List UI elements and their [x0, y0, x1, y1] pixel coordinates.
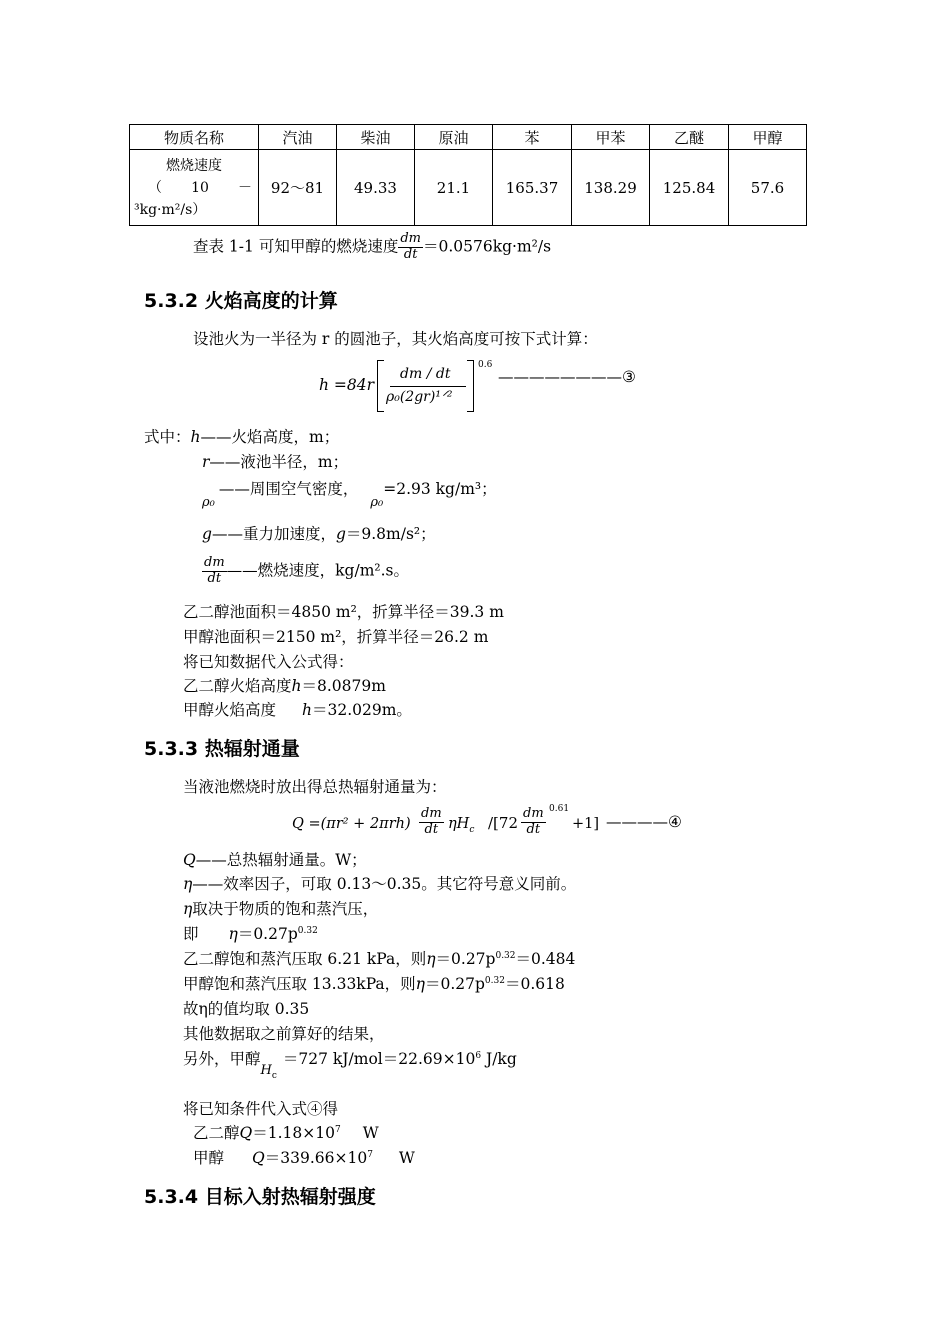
- formula4-frac-2: [521, 807, 546, 838]
- formula3-den: ρ₀(2gr)¹ᐟ²: [386, 389, 453, 405]
- sat1-result: ＝0.484: [515, 950, 576, 968]
- symbol-eta: η: [183, 900, 193, 918]
- table-cell: 138.29: [572, 150, 650, 226]
- formula4-d: +1]: [572, 816, 600, 832]
- sec532-line4: [183, 677, 386, 696]
- sat1-exp: 0.32: [495, 950, 516, 961]
- table-header-cell: 苯: [493, 125, 572, 150]
- eta-final-line: 故η的值均取 0.35: [183, 1000, 310, 1018]
- formula4-a: Q =(πr² + 2πrh): [292, 816, 411, 832]
- substitute-line: 将已知条件代入式④得: [183, 1100, 339, 1118]
- row-label-ten: 10: [191, 179, 209, 196]
- formula4-frac: [419, 807, 444, 838]
- formula4-c: /[72: [488, 814, 518, 832]
- def-h: ——火焰高度，m；: [200, 428, 340, 446]
- hc-value: ＝727 kJ/mol＝22.69×10: [282, 1050, 476, 1068]
- sec532-intro: 设池火为一半径为 r 的圆池子，其火焰高度可按下式计算：: [193, 330, 598, 348]
- table-cell: 125.84: [650, 150, 729, 226]
- symbol-eta: η: [426, 950, 436, 968]
- hc-unit: J/kg: [481, 1050, 517, 1068]
- frac-den: dt: [207, 570, 222, 586]
- symbol-g: g: [202, 525, 212, 543]
- formula4-b: [448, 816, 474, 836]
- line4-value: ＝8.0879m: [301, 677, 386, 695]
- frac-den: dt: [403, 246, 418, 262]
- q1-exp: 7: [334, 1124, 341, 1135]
- def-rho-value: =2.93 kg/m³；: [383, 480, 497, 498]
- hc-prefix: 另外，甲醇: [183, 1050, 261, 1068]
- q1-value: ＝1.18×10: [252, 1124, 335, 1142]
- section-heading-533: 5.3.3 热辐射通量: [144, 738, 300, 760]
- def-eta: ——效率因子，可取 0.13～0.35。其它符号意义同前。: [192, 875, 577, 893]
- line4-label: 乙二醇火焰高度: [183, 677, 292, 695]
- formula4-sub-c: c: [469, 824, 475, 835]
- symbol-q: Q: [239, 1124, 253, 1142]
- section-heading-534: 5.3.4 目标入射热辐射强度: [144, 1186, 376, 1208]
- formula3-lhs: h =84r: [319, 376, 375, 394]
- def-eta-line: [183, 875, 576, 894]
- def-q: ——总热辐射通量。W；: [195, 851, 367, 869]
- row-label-line3: ³kg·m²/s）: [134, 201, 207, 218]
- row-label-line1: 燃烧速度: [166, 157, 222, 174]
- symbol-h: h: [291, 677, 302, 695]
- table-cell: 49.33: [337, 150, 415, 226]
- formula4-fraction-2: [521, 807, 546, 838]
- frac-den: dt: [424, 821, 439, 837]
- row-label-paren: （: [148, 179, 162, 196]
- lookup-line: [193, 232, 551, 263]
- line5-label: 甲醇火焰高度: [183, 701, 277, 719]
- sat1-text: 乙二醇饱和蒸汽压取 6.21 kPa，则: [183, 950, 427, 968]
- frac-num: dm: [523, 806, 544, 821]
- sec532-line5: [183, 701, 412, 720]
- burning-rate-table: [129, 124, 807, 226]
- table-cell: 165.37: [493, 150, 572, 226]
- formula4-tail: ————④: [606, 813, 682, 831]
- symbol-eta: η: [228, 925, 238, 943]
- symbol-q: Q: [252, 1149, 265, 1167]
- table-header-cell: 物质名称: [130, 125, 259, 150]
- table-header-cell: 甲苯: [572, 125, 650, 150]
- formula3-exp: 0.6: [478, 360, 493, 370]
- formula3-bracket-left: [377, 360, 384, 412]
- q1-unit: W: [362, 1124, 379, 1142]
- symbol-h: h: [302, 701, 312, 719]
- formula4-fraction: [419, 807, 444, 838]
- def-r-line: [202, 453, 348, 472]
- where-text: 式中：: [144, 428, 191, 446]
- section-heading-532: 5.3.2 火焰高度的计算: [144, 290, 338, 312]
- sec533-intro: 当液池燃烧时放出得总热辐射通量为：: [183, 778, 447, 796]
- def-r: ——液池半径，m；: [209, 453, 349, 471]
- q2-value: ＝339.66×10: [264, 1149, 368, 1167]
- def-q-line: [183, 851, 367, 870]
- formula3-num: dm / dt: [400, 366, 451, 382]
- table-header-cell: 原油: [415, 125, 493, 150]
- formula4-exp: 0.61: [549, 804, 570, 814]
- table-header-cell: 乙醚: [650, 125, 729, 150]
- sec532-line2: 甲醇池面积＝2150 m²，折算半径＝26.2 m: [183, 628, 489, 646]
- formula4-eta-h: ηH: [448, 816, 470, 832]
- sec532-line1: 乙二醇池面积＝4850 m²，折算半径＝39.3 m: [183, 603, 504, 621]
- sat1-eq: ＝0.27p: [435, 950, 496, 968]
- def-rho: ——周围空气密度，: [218, 480, 359, 498]
- sat-pressure-line-2: [183, 975, 565, 994]
- symbol-eta: η: [183, 875, 193, 893]
- q2-exp: 7: [367, 1149, 373, 1160]
- line5-value: ＝32.029m。: [312, 701, 412, 719]
- frac-num: dm: [421, 806, 442, 821]
- table-cell: 57.6: [729, 150, 807, 226]
- def-dmdt-fraction: [202, 556, 227, 587]
- row-label-minus: －: [237, 179, 252, 196]
- def-g-line: [202, 525, 436, 544]
- q-result-line-1: [193, 1124, 379, 1143]
- row-label-line2: [130, 177, 258, 199]
- table-cell: 21.1: [415, 150, 493, 226]
- eta-eq-prefix: 即: [183, 925, 199, 943]
- eta-equation-line: [183, 925, 318, 944]
- formula3-fraction-bar: [390, 386, 466, 387]
- symbol-eta: η: [415, 975, 425, 993]
- symbol-hc-sub: c: [271, 1071, 277, 1082]
- where-label: [144, 428, 339, 447]
- eta-eq-exp: 0.32: [297, 925, 318, 936]
- q-result-line-2: [193, 1149, 415, 1168]
- formula3-bracket-right: [467, 360, 474, 412]
- symbol-h: h: [190, 428, 201, 446]
- symbol-q: Q: [183, 851, 196, 869]
- symbol-rho: ρ₀: [202, 495, 215, 510]
- table-row-label: [130, 150, 259, 226]
- sec532-line3: 将已知数据代入公式得：: [183, 653, 354, 671]
- def-g: ——重力加速度，: [211, 525, 336, 543]
- table-row: [130, 150, 807, 226]
- q2-unit: W: [398, 1149, 415, 1167]
- sat-pressure-line-1: [183, 950, 575, 969]
- def-g-value: ＝9.8m/s²；: [345, 525, 436, 543]
- def-dmdt-line: [202, 556, 409, 587]
- formula3-tail: ————————③: [498, 368, 636, 386]
- eta-eq-body: ＝0.27p: [237, 925, 298, 943]
- hc-exp: 6: [475, 1050, 482, 1061]
- sat2-text: 甲醇饱和蒸汽压取 13.33kPa，则: [183, 975, 416, 993]
- other-data-line: 其他数据取之前算好的结果，: [183, 1025, 385, 1043]
- q1-label: 乙二醇: [193, 1124, 240, 1142]
- hc-line: [183, 1050, 517, 1082]
- symbol-rho-2: ρ₀: [370, 495, 384, 510]
- eta-depends-text: 取决于物质的饱和蒸汽压，: [192, 900, 379, 918]
- table-header-row: [130, 125, 807, 150]
- lookup-fraction: [398, 232, 423, 263]
- symbol-g-2: g: [335, 525, 346, 543]
- def-dmdt: ——燃烧速度，kg/m².s。: [226, 561, 409, 580]
- lookup-prefix: 查表 1-1 可知甲醇的燃烧速度: [193, 237, 399, 256]
- symbol-r: r: [202, 453, 210, 471]
- table-cell: 92～81: [259, 150, 337, 226]
- table-header-cell: 甲醇: [729, 125, 807, 150]
- eta-depends-line: [183, 900, 378, 919]
- table-header-cell: 汽油: [259, 125, 337, 150]
- sat2-eq: ＝0.27p: [424, 975, 485, 993]
- frac-num: dm: [400, 231, 421, 246]
- table-header-cell: 柴油: [337, 125, 415, 150]
- symbol-hc: H: [260, 1063, 272, 1078]
- q2-label: 甲醇: [193, 1149, 225, 1167]
- frac-num: dm: [204, 555, 225, 570]
- lookup-suffix: ＝0.0576kg·m²/s: [422, 237, 552, 256]
- sat2-exp: 0.32: [484, 975, 505, 986]
- frac-den: dt: [526, 821, 541, 837]
- sat2-result: ＝0.618: [504, 975, 565, 993]
